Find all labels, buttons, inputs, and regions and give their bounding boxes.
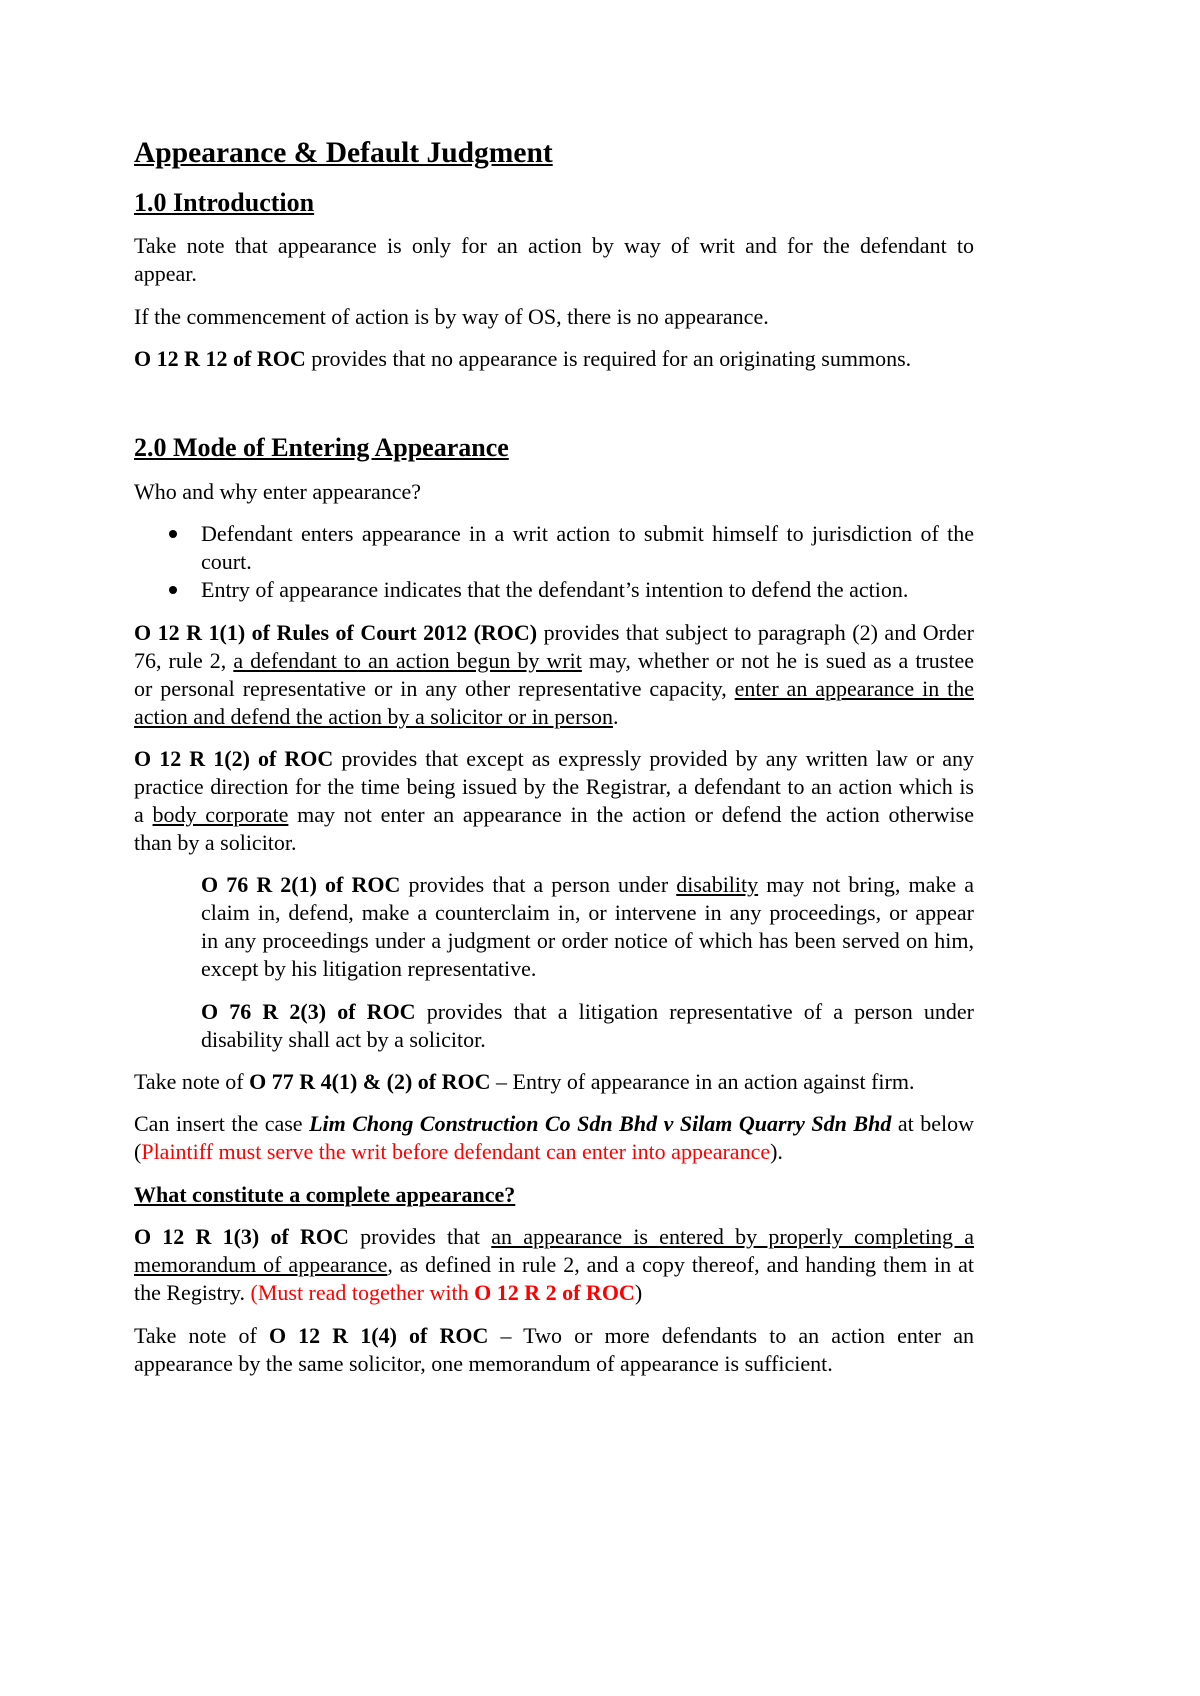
document-title: Appearance & Default Judgment xyxy=(134,137,553,169)
paragraph-o12-r1-3 xyxy=(134,1223,974,1307)
text-run: ( xyxy=(134,1139,142,1165)
text-run: in any proceedings under a judgment or order notice of which has been served on him, xyxy=(201,928,974,954)
text-run: a xyxy=(134,801,153,827)
text-line xyxy=(134,478,974,506)
rule-citation: O 12 R 1(4) of ROC xyxy=(268,1322,489,1348)
text-run: may not bring, make a xyxy=(758,872,974,898)
underlined-phrase: an appearance is entered by properly completing a xyxy=(491,1224,974,1250)
text-line xyxy=(134,647,974,675)
paragraph-o76-r2-1 xyxy=(201,871,974,983)
text-line xyxy=(201,871,974,899)
bullet-icon xyxy=(169,586,177,594)
text-line xyxy=(134,1223,974,1251)
underlined-phrase: memorandum of appearance xyxy=(134,1252,388,1278)
text-run: provides that subject to paragraph (2) and Order xyxy=(537,619,974,645)
underlined-phrase: disability xyxy=(676,872,759,898)
text-line xyxy=(134,1322,974,1350)
text-line xyxy=(201,899,974,927)
paragraph-case-note xyxy=(134,1110,974,1166)
text-line xyxy=(201,1026,974,1054)
red-note: Plaintiff must serve the writ before defendant can enter into appearance xyxy=(141,1139,771,1165)
text-run: Take note of xyxy=(134,1069,250,1095)
text-run: provides that a litigation representative of a person under xyxy=(415,998,974,1024)
text-line xyxy=(134,345,974,373)
text-line xyxy=(201,927,974,955)
text-run: provides that except as expressly provided by any written law or any xyxy=(333,745,974,771)
subheading-text: What constitute a complete appearance? xyxy=(134,1181,516,1207)
text-run: provides that xyxy=(348,1224,492,1250)
text-run: disability shall act by a solicitor. xyxy=(201,1026,486,1052)
text-line xyxy=(134,675,974,703)
text-line xyxy=(134,1138,974,1166)
text-run: may not enter an appearance in the action or defend the action otherwise xyxy=(288,801,974,827)
list-item xyxy=(201,520,974,576)
text-line xyxy=(134,232,974,260)
text-run: Who and why enter appearance? xyxy=(134,478,422,504)
subheading-complete-appearance xyxy=(134,1181,974,1209)
paragraph-o77-note xyxy=(134,1068,974,1096)
paragraph-o12-r1-2 xyxy=(134,745,974,857)
text-run: Can insert the case xyxy=(134,1111,310,1137)
paragraph-question xyxy=(134,478,974,506)
text-run: . xyxy=(612,703,619,729)
text-run: than by a solicitor. xyxy=(134,829,297,855)
paragraph-o12-r12 xyxy=(134,345,974,373)
rule-citation: O 12 R 1(1) of Rules of Court 2012 (ROC) xyxy=(134,619,538,645)
text-run: court. xyxy=(201,549,252,575)
text-run: provides that a person under xyxy=(400,872,677,898)
text-run: except by his litigation representative. xyxy=(201,956,537,982)
text-line xyxy=(201,955,974,983)
rule-citation: O 77 R 4(1) & (2) of ROC xyxy=(249,1069,491,1095)
text-line xyxy=(201,548,974,576)
text-run: Take note of xyxy=(134,1322,269,1348)
rule-citation: O 76 R 2(1) of ROC xyxy=(201,872,401,898)
paragraph-os-no-appearance xyxy=(134,303,974,331)
text-run: Entry of appearance indicates that the defendant’s intention to defend the action. xyxy=(201,577,909,603)
text-line xyxy=(134,1251,974,1279)
text-run: appear. xyxy=(134,261,197,287)
bullet-icon xyxy=(169,530,177,538)
red-note: (Must read together with xyxy=(250,1280,475,1306)
rule-citation: O 12 R 1(3) of ROC xyxy=(134,1224,349,1250)
text-line xyxy=(134,703,974,731)
text-line xyxy=(134,1181,974,1209)
bullet-list xyxy=(134,520,974,604)
section-heading-introduction: 1.0 Introduction xyxy=(134,188,315,217)
text-line xyxy=(134,260,974,288)
underlined-phrase: action and defend the action by a solicitor or in person xyxy=(134,703,613,729)
list-item xyxy=(201,576,974,604)
case-name: Lim Chong Construction Co Sdn Bhd v Silam Quarry Sdn Bhd xyxy=(309,1111,892,1137)
text-line xyxy=(134,1350,974,1378)
red-rule-citation: O 12 R 2 of ROC xyxy=(474,1280,635,1306)
text-line xyxy=(201,520,974,548)
underlined-phrase: a defendant to an action begun by writ xyxy=(233,647,582,673)
text-line xyxy=(134,619,974,647)
section-heading-mode-of-entering: 2.0 Mode of Entering Appearance xyxy=(134,433,509,463)
text-run: or personal representative or in any other representative capacity, xyxy=(134,675,735,701)
text-run: – Two or more defendants to an action enter an xyxy=(488,1322,974,1348)
text-run: claim in, defend, make a counterclaim in, or intervene in any proceedings, or appear xyxy=(201,900,974,926)
text-run: may, whether or not he is sued as a trustee xyxy=(581,647,974,673)
empty-paragraph xyxy=(134,388,974,419)
text-run: practice direction for the time being issued by the Registrar, a defendant to an action which is xyxy=(134,773,974,799)
text-run: , as defined in rule 2, and a copy thereof, and handing them in at xyxy=(387,1252,974,1278)
paragraph-o12-r1-4 xyxy=(134,1322,974,1378)
text-line xyxy=(134,773,974,801)
text-line xyxy=(134,801,974,829)
text-line xyxy=(134,1110,974,1138)
text-run: appearance by the same solicitor, one memorandum of appearance is sufficient. xyxy=(134,1350,833,1376)
text-line xyxy=(134,745,974,773)
rule-citation: O 12 R 12 of ROC xyxy=(134,346,306,372)
text-line xyxy=(134,1279,974,1307)
text-run: ) xyxy=(634,1280,643,1306)
text-line xyxy=(134,1068,974,1096)
text-run: – Entry of appearance in an action against firm. xyxy=(490,1069,915,1095)
paragraph-writ-only xyxy=(134,232,974,288)
document-page xyxy=(134,136,974,1392)
text-line xyxy=(134,303,974,331)
text-run: provides that no appearance is required for an originating summons. xyxy=(305,346,912,372)
rule-citation: O 76 R 2(3) of ROC xyxy=(201,998,416,1024)
text-line xyxy=(201,576,974,604)
text-run: at below xyxy=(891,1111,974,1137)
paragraph-o76-r2-3 xyxy=(201,998,974,1054)
text-line xyxy=(134,829,974,857)
underlined-phrase: enter an appearance in the xyxy=(734,675,974,701)
text-line xyxy=(201,998,974,1026)
text-run: Take note that appearance is only for an action by way of writ and for the defendant to xyxy=(134,233,974,259)
text-run: Defendant enters appearance in a writ action to submit himself to jurisdiction of the xyxy=(201,521,974,547)
rule-citation: O 12 R 1(2) of ROC xyxy=(134,745,334,771)
underlined-phrase: body corporate xyxy=(152,801,289,827)
paragraph-o12-r1-1 xyxy=(134,619,974,731)
text-run: ). xyxy=(770,1139,783,1165)
text-run: 76, rule 2, xyxy=(134,647,234,673)
text-run: the Registry. xyxy=(134,1280,251,1306)
text-run: If the commencement of action is by way of OS, there is no appearance. xyxy=(134,303,769,329)
